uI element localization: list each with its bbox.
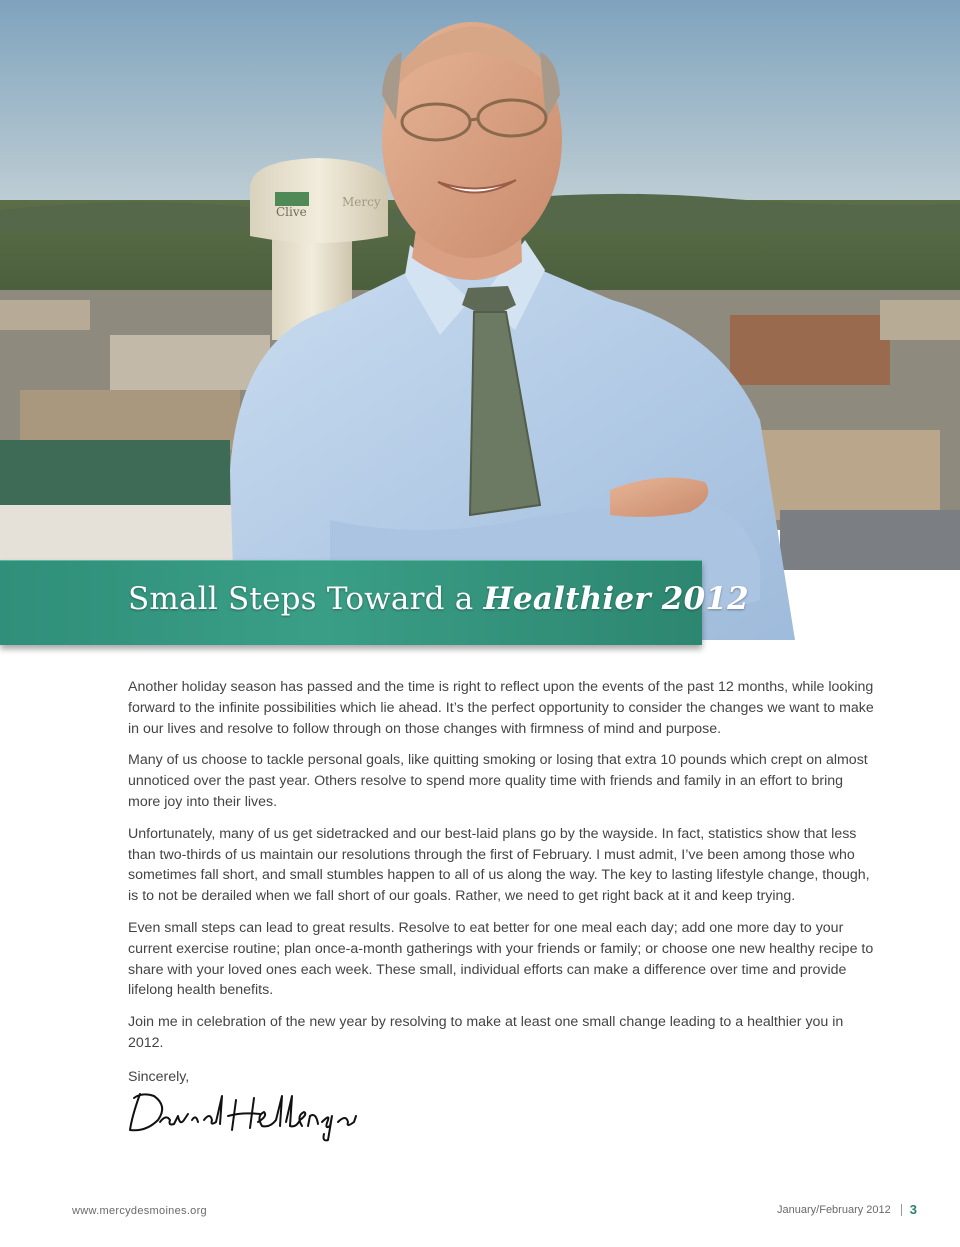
closing: Sincerely,: [128, 1068, 190, 1085]
title-prefix: Small Steps Toward a: [128, 581, 484, 617]
page-number: 3: [909, 1202, 917, 1217]
title-banner: [0, 560, 749, 645]
title-emphasis: Healthier 2012: [483, 581, 749, 617]
signature: [124, 1086, 374, 1149]
footer-issue-info: [777, 1202, 917, 1217]
footer-divider: [901, 1204, 902, 1216]
letter-paragraph: Join me in celebration of the new year by resolving to make at least one small change leading to a healthier you in 2012.: [128, 1014, 844, 1051]
footer-issue: January/February 2012: [777, 1203, 891, 1216]
footer-website: www.mercydesmoines.org: [72, 1205, 207, 1217]
tower-text-right: Mercy: [342, 195, 381, 209]
letter-paragraph: Even small steps can lead to great results. Resolve to eat better for one meal each day; add one more day to your current exercise routine; plan once-a-month gatherings with your friends or family; or choose one new healthy recipe to share with your loved ones each week. These small, individual efforts can make a difference over time and provide lifelong health benefits.: [128, 919, 874, 999]
letter-paragraph: Unfortunately, many of us get sidetracked and our best-laid plans go by the wayside. In fact, statistics show that less than two-thirds of us maintain our resolutions through the first of February. I must admit, I’ve been among those who sometimes fall short, and small stumbles happen to all of us along the way. The key to lasting lifestyle change, though, is to not be derailed when we fall short of our goals. Rather, we need to get right back at it and keep trying.: [128, 825, 870, 905]
tower-text-left: Clive: [276, 205, 307, 219]
page-title: [128, 581, 749, 617]
letter-body: [128, 677, 878, 1088]
letter-paragraph: Many of us choose to tackle personal goals, like quitting smoking or losing that extra 10 pounds which crept on almost unnoticed over the past year. Others resolve to spend more quality time with friends and family in an effort to bring more joy into their lives.: [128, 752, 868, 810]
letter-paragraph: Another holiday season has passed and the time is right to reflect upon the events of the past 12 months, while looking forward to the infinite possibilities which lie ahead. It’s the perfect opportunity to consider the changes we want to make in our lives and resolve to follow through on those changes with firmness of mind and purpose.: [128, 679, 874, 737]
